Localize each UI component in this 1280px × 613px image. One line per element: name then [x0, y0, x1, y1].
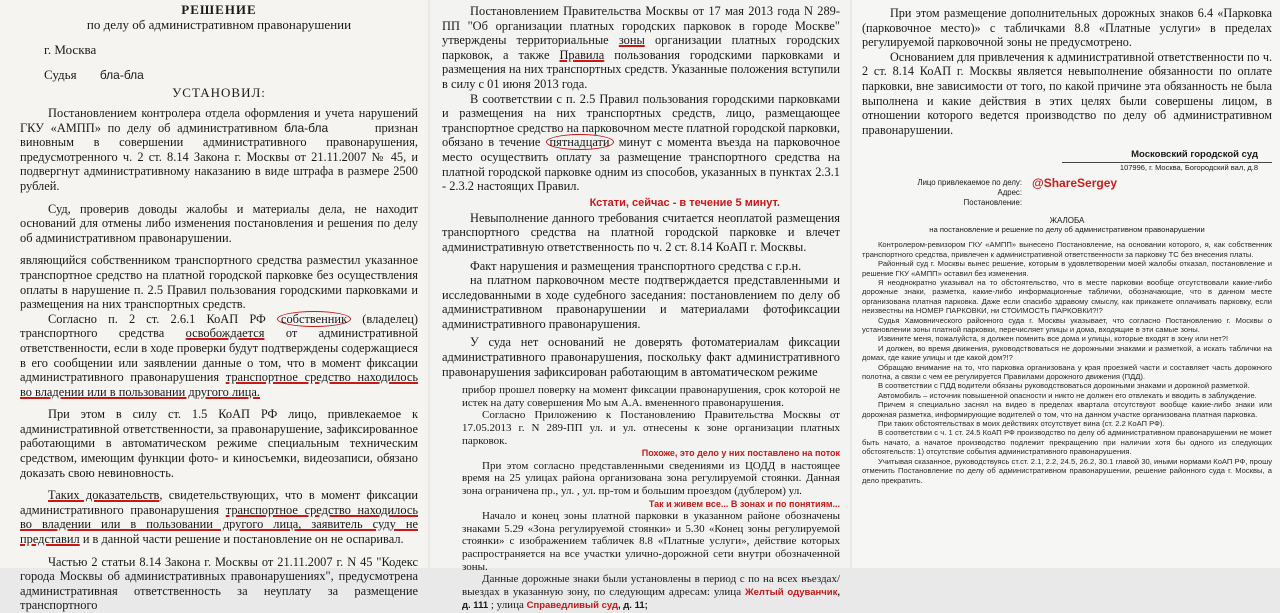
paragraph-3: являющийся собственником транспортного средства разместил указанное транспортное средство на платной городской парковке без осуществления оплаты в нарушение п. 2.5 Правил пользования городскими парковками и размещения на них транспортных средств.	[20, 253, 418, 312]
p6-underlined-1: Таких доказательств	[48, 488, 160, 503]
watermark-handle: @ShareSergey	[1032, 176, 1118, 191]
complaint-paragraph: Учитывая сказанное, руководствуясь ст.ст. 2.1, 2.2, 24.5, 26.2, 30.1 главой 30, иными нормами КоАП РФ, прошу отменить Постановление по делу об административном правонарушении, решение районного суда г. Москвы, а дело прекратить.	[862, 456, 1272, 485]
p1-text-b: признан виновным в совершении административного правонарушения, предусмотренного ч. 2 ст. 8.14 Закона г. Москвы от 21.11.2007 № 45, и подвергнут административному наказанию в виде штрафа в размере 2500 рублей.	[20, 120, 418, 193]
annotation-text: Кстати, сейчас - в течение 5 минут.	[589, 196, 780, 209]
complaint-paragraph: И должен, во время движения, руководствоваться не дорожными знаками и разметкой, а искать таблички на домах, где какие улицы и где какой дом?!?	[862, 343, 1272, 363]
inset-paragraph-1: прибор прошел поверку на момент фиксации правонарушения, срок которой не истек на дату совершения Мо ым А.А. вмененного правонарушения.	[462, 384, 840, 409]
p2-text-b: минут с момента въезда на парковочное место осуществить оплату за размещение транспортного средства на платной городской парковке одним из способов, указанных в пунктах 2.3.1 - 2.3.2 настоящих Правил.	[442, 135, 840, 194]
p1-text-b: организации платных городских парковок, а также	[442, 33, 840, 62]
complaint-paragraph: При таких обстоятельствах в моих действиях отсутствует вина (ст. 2.2 КоАП РФ).	[878, 419, 1165, 429]
address-label: Адрес:	[997, 188, 1022, 198]
paragraph-1	[442, 4, 840, 92]
paragraph-6	[20, 488, 418, 546]
p1-text-c: пользования городскими парковками и размещения на них транспортных средств. Указанные положения вступили в силу с 01 июня 2013 года.	[442, 47, 840, 91]
p4-underlined-1: освобождается	[185, 326, 265, 341]
complaint-paragraph: Извините меня, пожалуйста, я должен помнить все дома и улицы, которые входят в зону или нет?!	[878, 334, 1229, 344]
inset-page	[462, 384, 840, 613]
address-2-prefix: ; улица	[490, 599, 524, 612]
paragraph-2: Основанием для привлечения к административной ответственности по ч. 2 ст. 8.14 КоАП г. Москвы является невыполнение обязанности по оплате парковки, вне зависимости от того, по какой причине эта обязанность не была выполнена и какие действия в этих целях были совершены лицом, в отношении которого ведется производство по делу об административном правонарушении.	[862, 49, 1272, 137]
paragraph-1	[20, 106, 418, 194]
inset-p5-text: Данные дорожные знаки были установлены в период с по на всех въездах/выездах в указанную зону, по следующим адресам: улица	[462, 573, 840, 598]
p2-circled-word: пятнадцати	[546, 134, 614, 150]
decree-label: Постановление:	[963, 198, 1022, 208]
paragraph-3: Невыполнение данного требования считается неоплатой размещения транспортного средства на платной городской парковке и влечет административную ответственность по ч. 2 ст. 8.14 КоАП г. Москвы.	[442, 210, 840, 254]
p2-text-a: В соответствии с п. 2.5 Правил пользования городскими парковками и размещения на них транспортных средств, лицо, размещающее транспортное средство на парковочном месте платной городской парковки, обязано в течение	[442, 91, 840, 150]
address-1: Желтый одуванчик	[745, 586, 838, 598]
paragraph-4: Факт нарушения и размещения транспортного средства с г.р.н.	[470, 258, 802, 273]
address-1-number: , д. 111	[462, 586, 841, 612]
p4-text-c: от административной ответственности, если в ходе проверки будут подтверждены содержащиеся в его сообщении или заявлении данные о том, что в момент фиксации административного правонарушения	[20, 326, 418, 385]
inset-paragraph-5	[462, 573, 840, 613]
document-title: РЕШЕНИЕ	[181, 2, 257, 17]
complaint-paragraph: Автомобиль – источник повышенной опасности и никто не должен его отвлекать и вводить в заблуждение.	[878, 390, 1257, 400]
p1-zones: зоны	[618, 33, 645, 48]
p6-text-b: и в данной части решение и постановление он не оспаривал.	[82, 532, 404, 547]
complaint-paragraph: Контролером-ревизором ГКУ «АМПП» вынесено Постановление, на основании которого, я, как собственник транспортного средства, привлечен к административной ответственности за парковку ТС без внесения платы.	[862, 240, 1272, 259]
document-page-middle	[430, 0, 850, 612]
judge-name: бла-бла	[99, 68, 144, 82]
paragraph-7: Частью 2 статьи 8.14 Закона г. Москвы от 21.11.2007 г. N 45 "Кодекс города Москвы об административных правонарушениях", предусмотрена административная ответственность за неуплату за размещение транспортного	[20, 554, 418, 613]
party-block	[862, 178, 1272, 208]
paragraph-6: У суда нет оснований не доверять фотоматериалам фиксации административного правонарушения, поскольку факт административного правонарушения зафиксирован работающим в автоматическом режиме	[442, 335, 840, 379]
p6-text-a: , свидетельствующих, что в момент фиксации административного правонарушения	[20, 488, 418, 517]
person-label: Лицо привлекаемое по делу:	[917, 178, 1022, 188]
p4-circled-word: собственник	[277, 311, 351, 327]
p4-text-b: (владелец) транспортного средства	[20, 311, 418, 341]
complaint-paragraph: В соответствии с ч. 1 ст. 24.5 КоАП РФ производство по делу об административном правонарушении не может быть начато, а начатое производство подлежит прекращению при наличии хотя бы одного из следующих обстоятельств: 1) отсутствие события административного правонарушения.	[862, 428, 1272, 457]
address-2-number: , д. 11;	[617, 600, 648, 612]
inset-paragraph-2: Согласно Приложению к Постановлению Правительства Москвы от 17.05.2013 г. N 289-ПП ул. и ул. отнесены к зоне организации платных парковок.	[462, 409, 840, 447]
p1-name: бла-бла	[284, 120, 329, 135]
city: г. Москва	[44, 42, 97, 57]
paragraph-5: на платном парковочном месте подтверждается представленными и исследованными в ходе судебного заседания: постановлением по делу об административном правонарушении и материалами фотофиксации административного правонарушения.	[442, 273, 840, 331]
inset-paragraph-3: При этом согласно представленными сведениями из ЦОДД в настоящее время на 25 улицах района организована зона регулируемой стоянки. Данная зона ограничена пр., ул. , ул. пр-том и большим проездом (дублером) ул.	[462, 459, 840, 497]
annotation-text: Так и живем все... В зонах и по понятиям...	[648, 498, 840, 509]
complaint-subtitle: на постановление и решение по делу об административном правонарушении	[929, 225, 1205, 235]
p4-text-a: Согласно п. 2 ст. 2.6.1 КоАП РФ	[48, 311, 266, 326]
p6-underlined-2: транспортное средство находилось во владении или в пользовании другого лица, заявитель суду не представил	[20, 502, 418, 547]
p4-underlined-2: транспортное средство находилось во владении или в пользовании другого лица.	[20, 370, 418, 399]
complaint-paragraph: Районный суд г. Москвы вынес решение, которым в удовлетворении моей жалобы отказал, постановление и решение ГКУ «АМПП» оставил без изменения.	[862, 259, 1272, 278]
complaint-header	[862, 149, 1272, 234]
complaint-paragraph: Обращаю внимание на то, что парковка организована у края проезжей части и составляет часть дорожного полотна, а связи с чем ее регулируется Правилами дорожного движения (ПДД).	[862, 362, 1272, 382]
complaint-paragraph: В соответствии с ПДД водители обязаны руководствоваться дорожными знаками и дорожной разметкой.	[878, 381, 1250, 391]
address-2: Справедливый суд	[526, 600, 618, 612]
complaint-paragraph: Судья Хамовнического районного суда г. Москвы указывает, что согласно Постановлению г. Москвы о установлении зоны платной парковки, перечисляет улицы и дома, входящие в эти самые зоны.	[862, 315, 1272, 334]
document-page-left	[0, 0, 428, 613]
court-name: Московский городской суд	[1131, 149, 1258, 161]
document-page-right	[852, 0, 1280, 568]
p1-rules: Правила	[559, 47, 605, 62]
complaint-paragraph: Причем я специально заснял на видео в пределах квартала отсутствуют вообще какие-либо знаки или дорожная разметка, информирующие водителей о том, что на данном участке организована платная парковка.	[862, 400, 1272, 419]
judge-label: Судья	[44, 67, 77, 82]
document-subtitle: по делу об административном правонарушении	[86, 17, 352, 32]
handle-box	[1032, 178, 1117, 208]
paragraph-5: При этом в силу ст. 1.5 КоАП РФ лицо, привлекаемое к административной ответственности, за правонарушение, зафиксированное работающими в автоматическом режиме специальным техническим средством, имеющим функции фото- и киносъемки, видеозаписи, обязано доказать свою невиновность.	[20, 407, 418, 480]
p1-text-a: Постановлением Правительства Москвы от 17 мая 2013 года N 289-ПП "Об организации платных городских парковок в городе Москве" утверждены территориальные	[442, 4, 840, 48]
annotation-2	[462, 447, 840, 460]
paragraph-1: При этом размещение дополнительных дорожных знаков 6.4 «Парковка (парковочное место)» с табличками 8.8 «Платные услуги» в пределах регулируемой парковочной зоны не предусмотрено.	[862, 6, 1272, 50]
judge-line	[20, 67, 418, 83]
complaint-paragraph: Я неоднократно указывал на то обстоятельство, что в месте парковки вообще отсутствовали какие-либо дорожные знаки, разметка, какие-либо информационные таблички, обозначающие, что в данном месте организована платная парковка. Даже если спасибо здравому смыслу, как прикажете оплачивать парковку, если неизвестны на НОМЕР ПАРКОВКИ, ни СТОИМОСТЬ ПАРКОВКИ?!?	[862, 277, 1272, 316]
p1-text-a: Постановлением контролера отдела оформления и учета нарушений ГКУ «АМПП» по делу об административном	[20, 106, 418, 135]
paragraph-2: Суд, проверив доводы жалобы и материалы дела, не находит оснований для отмены либо изменения постановления и решения по делу об административном правонарушении.	[20, 201, 418, 245]
annotation-1	[442, 193, 780, 211]
annotation-text: Похоже, это дело у них поставлено на поток	[641, 448, 840, 459]
party-labels	[862, 178, 1022, 208]
inset-paragraph-4: Начало и конец зоны платной парковки в указанном районе обозначены знаками 5.29 «Зона регулируемой стоянки» и 5.30 «Конец зоны регулируемой стоянки» с изображением табличек 8.8 «Платные услуги», действие которых распространяется на все участки улично-дорожной сети внутри обозначенной зоны.	[462, 510, 840, 573]
paragraph-2	[442, 92, 840, 194]
paragraph-4	[20, 312, 418, 400]
complaint-body	[862, 240, 1272, 485]
annotation-3	[462, 498, 840, 511]
court-address: 107996, г. Москва, Богородский вал, д.8	[1119, 163, 1258, 173]
complaint-title: ЖАЛОБА	[1049, 216, 1085, 226]
established-heading: УСТАНОВИЛ:	[172, 85, 266, 100]
